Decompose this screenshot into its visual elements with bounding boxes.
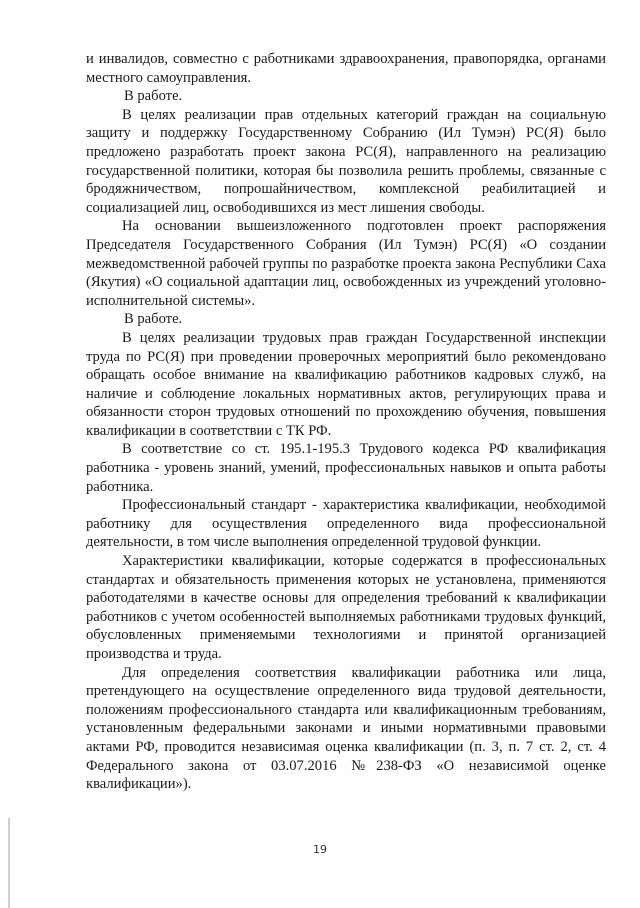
paragraph-labor-code-qualification: В соответствие со ст. 195.1-195.3 Трудового кодекса РФ квалификация работника - уровень знаний, умений, профессиональных навыков и опыта работы работника. [86, 441, 606, 495]
paragraph-continuation: и инвалидов, совместно с работниками здравоохранения, правопорядка, органами местного самоуправления. [86, 51, 606, 86]
scan-edge-mark [8, 818, 10, 908]
paragraph-working-group-order: На основании вышеизложенного подготовлен проект распоряжения Председателя Государственного Собрания (Ил Тумэн) РС(Я) «О создании межведомственной рабочей группы по разработке проекта закона Республики Саха (Якутия) «О социальной адаптации лиц, освобожденных из учреждений уголовно-исполнительной системы». [86, 218, 606, 309]
paragraph-labor-inspection: В целях реализации трудовых прав граждан Государственной инспекции труда по РС(Я) при проведении проверочных мероприятий было рекомендовано обращать особое внимание на квалификацию работников кадровых служб, на наличие и соблюдение локальных нормативных актов, регулирующих права и обязанности сторон трудовых отношений по прохождению обучения, повышения квалификации в соответствии с ТК РФ. [86, 329, 606, 439]
status-note: В работе. [124, 311, 183, 328]
paragraph-professional-standard: Профессиональный стандарт - характеристика квалификации, необходимой работнику для осуществления определенного вида профессиональной деятельности, в том числе выполнения определенной трудовой функции. [86, 497, 606, 551]
page-number: 19 [313, 843, 327, 856]
paragraph-social-protection-law: В целях реализации прав отдельных категорий граждан на социальную защиту и поддержку Государственному Собранию (Ил Тумэн) РС(Я) было предложено разработать проект закона РС(Я), направленного на реализацию государственной политики, которая бы позволила решить проблемы, связанные с бродяжничеством, попрошайничеством, комплексной реабилитацией и социализацией лиц, освободившихся из мест лишения свободы. [86, 106, 606, 216]
document-body [86, 50, 606, 794]
paragraph-qualification-characteristics: Характеристики квалификации, которые содержатся в профессиональных стандартах и обязательность применения которых не установлена, применяются работодателями в качестве основы для определения требований к квалификации работников с учетом особенностей выполняемых работниками трудовых функций, обусловленных применяемыми технологиями и принятой организацией производства и труда. [86, 553, 606, 662]
status-note: В работе. [124, 88, 183, 105]
paragraph-independent-assessment: Для определения соответствия квалификации работника или лица, претендующего на осуществление определенного вида трудовой деятельности, положениям профессионального стандарта или квалификационным требованиям, установленным федеральными законами и иными нормативными правовыми актами РФ, проводится независимая оценка квалификации (п. 3, п. 7 ст. 2, ст. 4 Федерального закона от 03.07.2016 №238-ФЗ «О независимой оценке квалификации»). [86, 664, 606, 793]
